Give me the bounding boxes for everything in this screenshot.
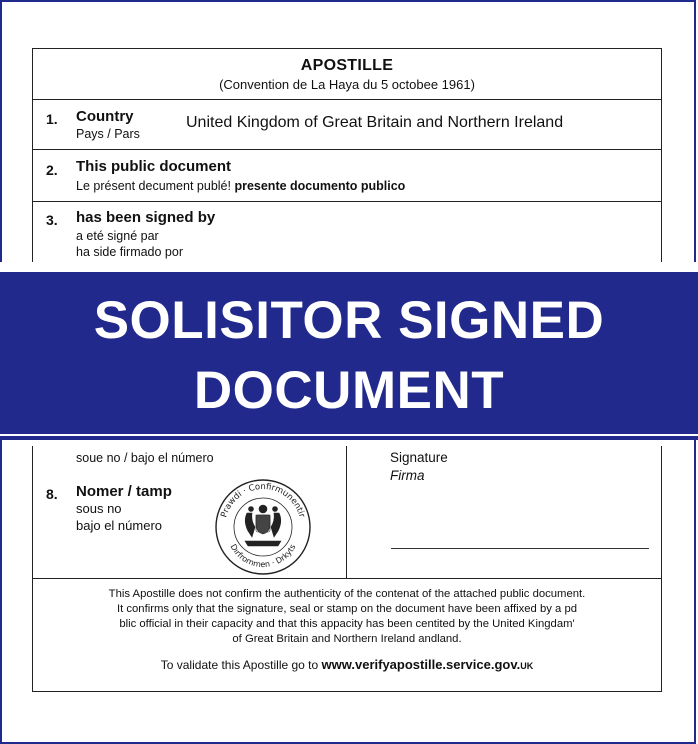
apostille-form-top <box>32 48 662 262</box>
form-subtitle: (Convention de La Haya du 5 octobee 1961) <box>219 77 475 92</box>
official-seal-icon <box>211 473 315 577</box>
sublabel-plain: Le présent decument publé! <box>76 179 231 193</box>
row-sublabel: bajo el número <box>76 518 162 533</box>
row-label: Nomer / tamp <box>76 483 172 500</box>
row-sublabel <box>76 178 405 194</box>
row-sublabel: Pays / Pars <box>76 127 140 141</box>
row-number: 1. <box>46 111 58 127</box>
row-label: has been signed by <box>76 209 216 226</box>
row-sublabel: ha side firmado por <box>76 245 184 259</box>
signature-sublabel: Firma <box>390 468 425 483</box>
validate-text <box>33 657 661 672</box>
banner-stripe <box>0 436 698 440</box>
signature-line <box>391 548 649 549</box>
overlay-banner <box>0 272 698 434</box>
signature-label: Signature <box>390 450 448 465</box>
column-divider <box>346 446 347 578</box>
partial-sublabel: soue no / bajo el número <box>76 451 214 465</box>
disclaimer-line: blic official in their capacity and that this appacity has been centited by the United Kingdam' <box>119 618 575 630</box>
row-number: 3. <box>46 212 58 228</box>
sublabel-bold: presente documento publico <box>234 179 406 193</box>
row-number: 2. <box>46 162 58 178</box>
row-sublabel: sous no <box>76 501 122 516</box>
banner-line-2: DOCUMENT <box>193 361 505 420</box>
row-label: Country <box>76 108 134 125</box>
disclaimer-line: This Apostille does not confirm the authenticity of the contenat of the attached public document. <box>108 588 586 600</box>
disclaimer-section <box>33 578 661 692</box>
row-sublabel: a eté signé par <box>76 229 159 243</box>
banner-line-1: SOLISITOR SIGNED <box>93 291 605 350</box>
row-stamp-signature <box>33 446 661 579</box>
form-title: APOSTILLE <box>300 57 394 74</box>
validate-prefix: To validate this Apostille go to <box>160 658 319 672</box>
row-number: 8. <box>46 486 58 502</box>
validate-suffix: UK <box>520 661 534 671</box>
disclaimer-line: It confirms only that the signature, seal or stamp on the document have been affixed by a pd <box>116 603 578 615</box>
apostille-form-bottom <box>32 446 662 692</box>
seal-text-bottom: Dırfrоmmen · Drkyts <box>228 542 298 570</box>
row-label: This public document <box>76 158 232 175</box>
form-header <box>33 49 661 100</box>
disclaimer-line: of Great Britain and Northern Ireland andland. <box>232 633 462 645</box>
row-country <box>33 99 661 150</box>
validate-link[interactable]: www.verifyapostille.service.gov. <box>321 657 521 672</box>
seal-text-top: Prawdi · Confirmunentir <box>219 481 307 519</box>
country-value: United Kingdom of Great Britain and Northern Ireland <box>186 114 564 131</box>
row-signed-by <box>33 201 661 263</box>
row-public-document <box>33 149 661 202</box>
banner-gap <box>0 262 698 272</box>
